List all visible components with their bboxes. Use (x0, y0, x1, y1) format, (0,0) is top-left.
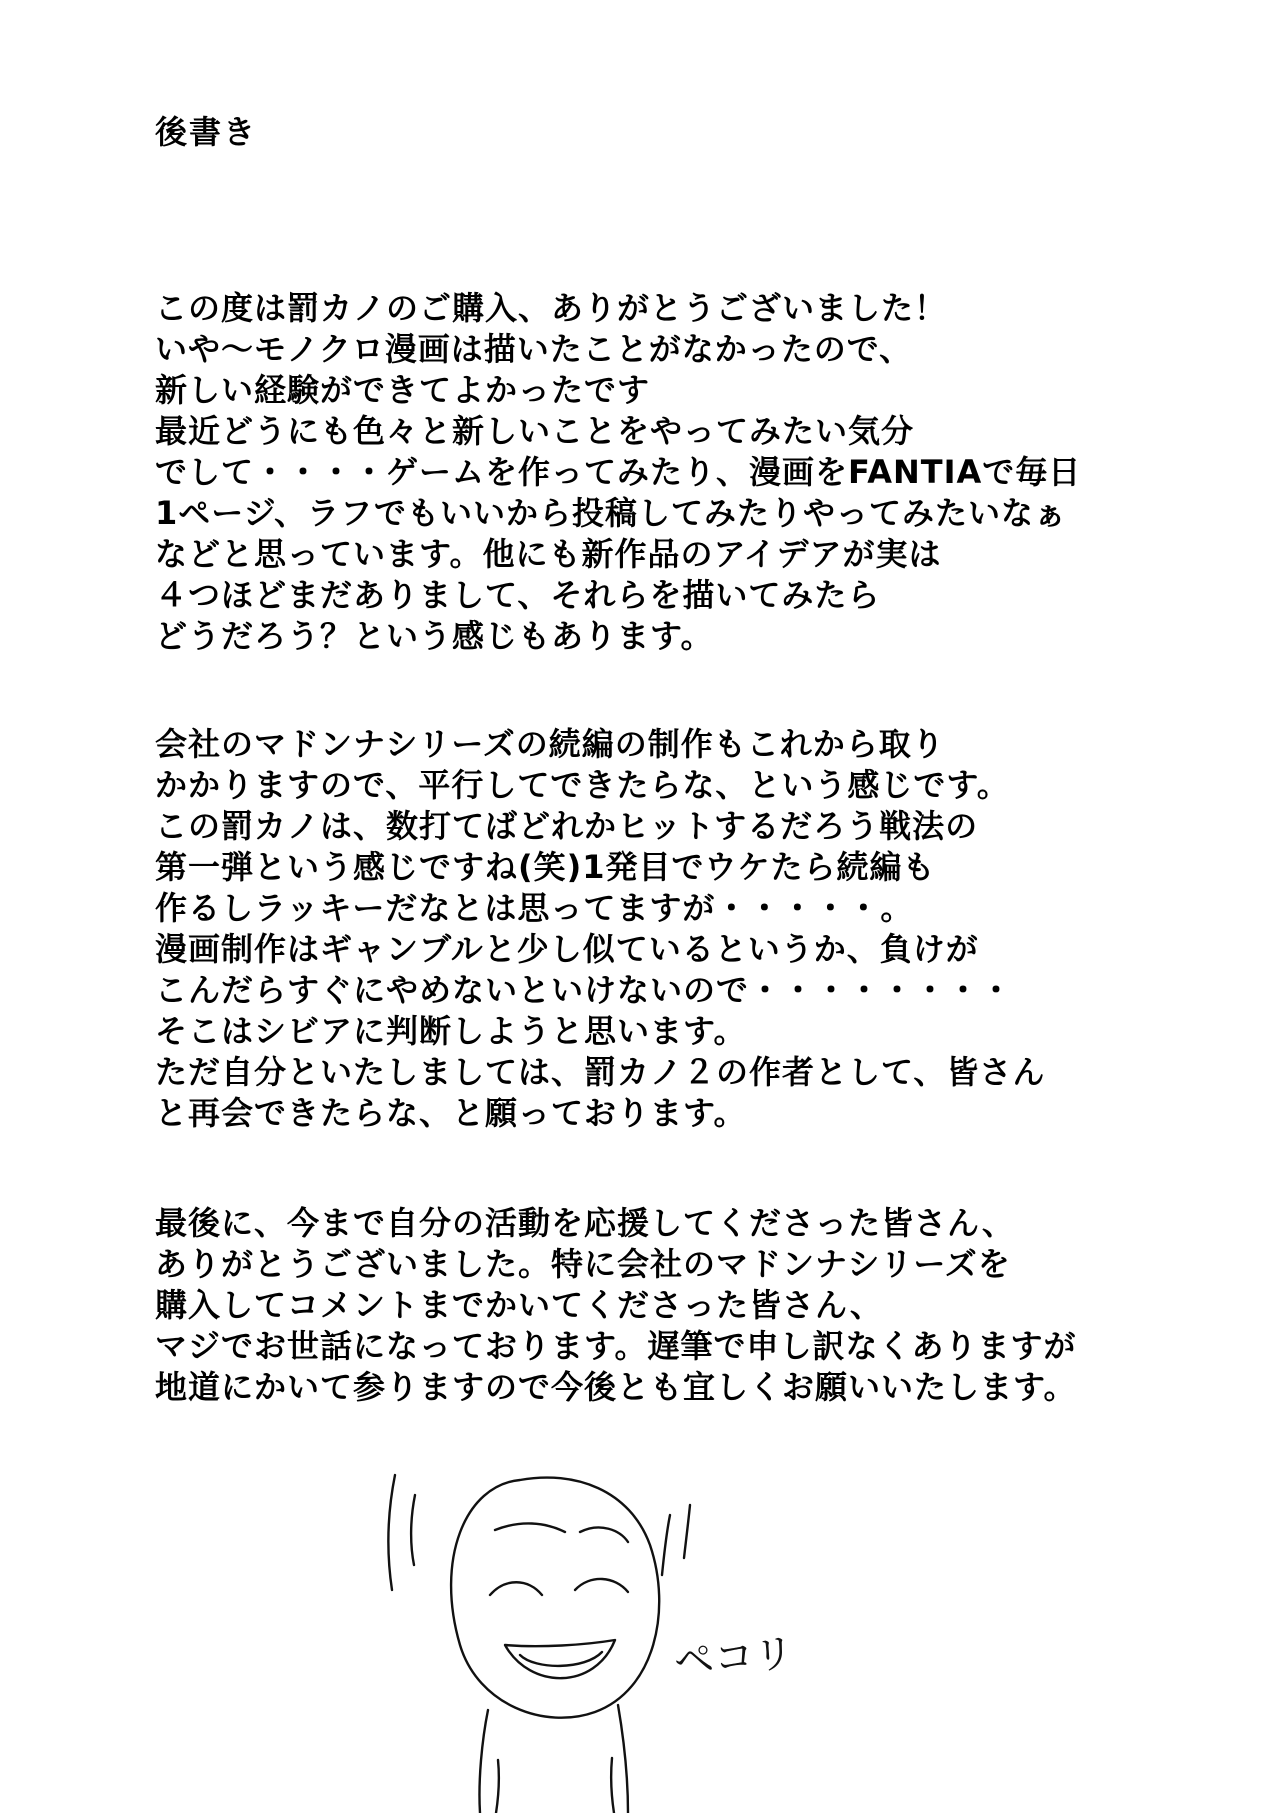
bowing-character-icon (370, 1440, 830, 1813)
body-left-line (479, 1710, 488, 1813)
motion-line-right-1 (662, 1515, 670, 1575)
smiling-mouth (505, 1640, 615, 1678)
motion-line-left-inner (411, 1495, 415, 1565)
arm-left (496, 1760, 499, 1813)
text-line: でして・・・・ゲームを作ってみたり、漫画をFANTIAで毎日 (155, 453, 1082, 491)
text-line: 購入してコメントまでかいてくださった皆さん、 (155, 1286, 883, 1324)
text-line: ただ自分といたしましては、罰カノ２の作者として、皆さん (155, 1053, 1046, 1091)
closed-eye-left (490, 1582, 542, 1595)
text-line: などと思っています。他にも新作品のアイデアが実は (155, 535, 942, 573)
forehead-line (495, 1523, 565, 1532)
text-line: そこはシビアに判断しようと思います。 (155, 1012, 747, 1050)
text-line: この罰カノは、数打てばどれかヒットするだろう戦法の (155, 807, 979, 845)
text-line: 最後に、今まで自分の活動を応援してくださった皆さん、 (155, 1204, 1015, 1242)
head-outline (451, 1478, 659, 1718)
paragraph-closing (155, 1203, 1076, 1408)
text-line: マジでお世話になっております。遅筆で申し訳なくありますが (155, 1327, 1077, 1365)
text-line: 新しい経験ができてよかったです (155, 371, 651, 409)
arm-right (611, 1758, 614, 1813)
paragraph-thanks (155, 288, 1081, 657)
text-line: ４つほどまだありまして、それらを描いてみたら (155, 576, 881, 614)
motion-line-left-outer (388, 1475, 395, 1590)
text-line: 作るしラッキーだなとは思ってますが・・・・・。 (155, 889, 914, 927)
sound-effect-text: ペコリ (672, 1630, 796, 1685)
text-line: こんだらすぐにやめないといけないので・・・・・・・・ (155, 971, 1014, 1009)
paragraph-plans (155, 724, 1045, 1134)
page-title: 後書き (155, 113, 258, 151)
mouth-inner-line (520, 1652, 602, 1666)
text-line: ありがとうございました。特に会社のマドンナシリーズを (155, 1245, 1011, 1283)
text-line: と再会できたらな、と願っております。 (155, 1094, 747, 1132)
text-line: いや〜モノクロ漫画は描いたことがなかったので、 (155, 330, 913, 368)
text-line: 最近どうにも色々と新しいことをやってみたい気分 (155, 412, 915, 450)
text-line: 漫画制作はギャンブルと少し似ているというか、負けが (155, 930, 979, 968)
text-line: かかりますので、平行してできたらな、という感じです。 (155, 766, 1010, 804)
text-line: 1ページ、ラフでもいいから投稿してみたりやってみたいなぁ (155, 494, 1068, 532)
closed-eye-right (575, 1579, 628, 1592)
forehead-line (580, 1527, 628, 1542)
text-line: 地道にかいて参りますので今後とも宜しくお願いいたします。 (155, 1368, 1077, 1406)
text-line: どうだろう？という感じもあります。 (155, 617, 714, 655)
text-line: 第一弾という感じですね(笑)1発目でウケたら続編も (155, 848, 936, 886)
motion-line-right-2 (684, 1505, 690, 1558)
text-line: この度は罰カノのご購入、ありがとうございました！ (155, 289, 948, 327)
body-right-line (618, 1705, 628, 1813)
text-line: 会社のマドンナシリーズの続編の制作もこれから取り (155, 725, 945, 763)
